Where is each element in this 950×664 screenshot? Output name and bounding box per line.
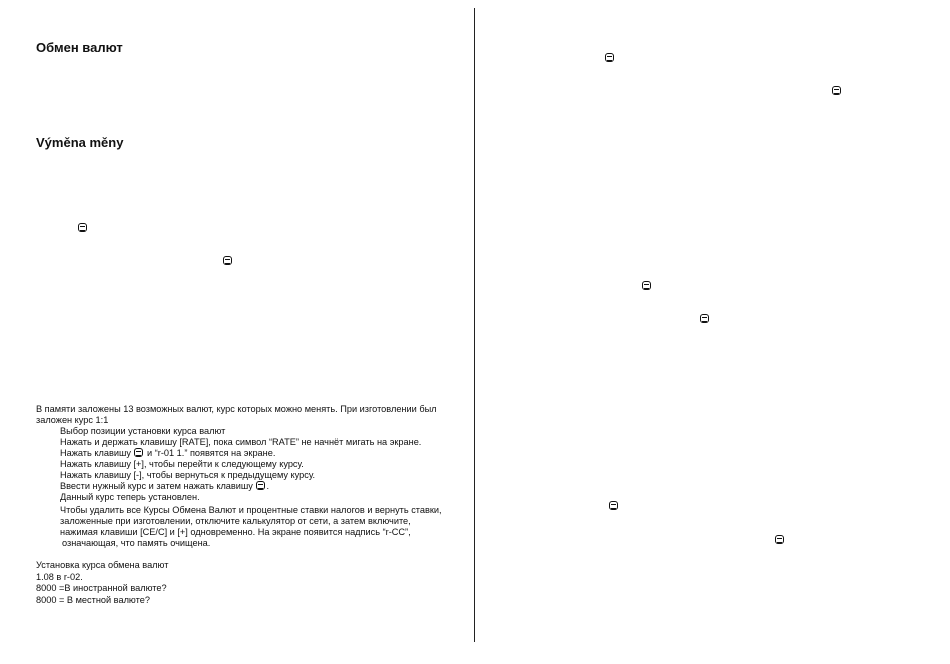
instructions-block: [36, 404, 466, 549]
heading-russian: Обмен валют: [36, 40, 123, 55]
reset-note-line-4: означающая, что память очищена.: [62, 538, 211, 548]
page-divider: [474, 8, 475, 642]
step-press-key: [36, 448, 466, 459]
step-hold-rate: Нажать и держать клавишу [RATE], пока символ “RATE” не начнёт мигать на экране.: [60, 437, 422, 447]
step-enter-rate: [36, 481, 466, 492]
step-r01-text: и “r-01 1.” появятся на экране.: [147, 448, 276, 458]
reset-note-line-1: Чтобы удалить все Курсы Обмена Валют и процентные ставки налогов и вернуть ставки,: [60, 505, 442, 515]
example-line-local: 8000 = В местной валюте?: [36, 594, 150, 605]
step-enter-rate-period: .: [266, 481, 270, 491]
step-rate-set: Данный курс теперь установлен.: [60, 492, 200, 502]
memory-key-icon: [775, 535, 784, 544]
step-select-position: Выбор позиции установки курса валют: [60, 426, 226, 436]
memory-key-icon: [642, 281, 651, 290]
memory-key-icon: [223, 256, 232, 265]
example-block: [36, 560, 466, 606]
reset-note-line-3: нажимая клавиши [CE/C] и [+] одновременно. На экране появится надпись “r-CC”,: [60, 527, 411, 537]
memory-key-icon: [700, 314, 709, 323]
step-press-key-text: Нажать клавишу: [60, 448, 131, 458]
reset-note-line-2: заложенные при изготовлении, отключите калькулятор от сети, а затем включите,: [60, 516, 411, 526]
memory-key-icon: [605, 53, 614, 62]
example-line-foreign: 8000 =В иностранной валюте?: [36, 583, 167, 593]
intro-line-2: заложен курс 1:1: [36, 415, 109, 425]
memory-key-icon: [256, 481, 265, 490]
step-minus: Нажать клавишу [-], чтобы вернуться к предыдущему курсу.: [60, 470, 316, 480]
memory-key-icon: [78, 223, 87, 232]
step-plus: Нажать клавишу [+], чтобы перейти к следующему курсу.: [60, 459, 304, 469]
heading-czech: Výměna měny: [36, 135, 124, 150]
memory-key-icon: [832, 86, 841, 95]
example-line-rate: 1.08 в r-02.: [36, 571, 83, 582]
memory-key-icon: [134, 448, 143, 457]
intro-line-1: В памяти заложены 13 возможных валют, курс которых можно менять. При изготовлении был: [36, 404, 437, 414]
example-title: Установка курса обмена валют: [36, 560, 169, 570]
step-enter-rate-text: Ввести нужный курс и затем нажать клавишу: [60, 481, 253, 491]
memory-key-icon: [609, 501, 618, 510]
